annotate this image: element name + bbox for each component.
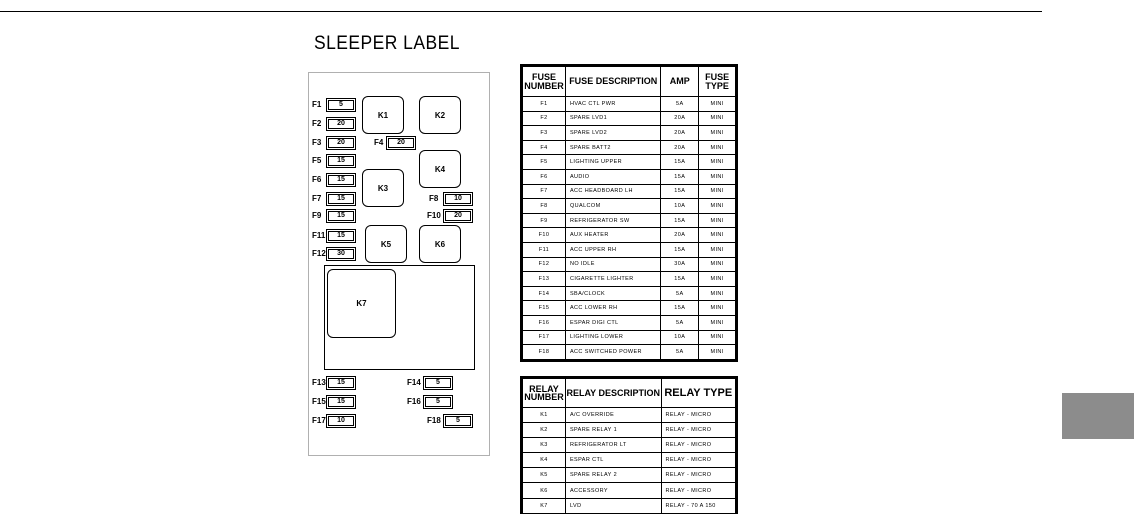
fuse-number-cell: F16 [523,315,566,330]
fuse-number-cell: F1 [523,97,566,112]
relay-type-cell: RELAY - MICRO [661,438,736,453]
fuse-amp-cell: 5A [661,286,699,301]
fuse-label: F3 [312,138,322,147]
fuse-rating: 30 [328,249,354,259]
fuse-type-cell: MINI [699,155,736,170]
fuse-table-row [523,272,736,287]
fuse-amp-cell: 20A [661,228,699,243]
fuse-description-cell: ACC UPPER RH [565,242,660,257]
fuse-box-diagram [308,72,490,456]
fuse-label: F12 [312,249,326,258]
fuse-description-cell: ACC SWITCHED POWER [565,345,660,360]
fuse-description-cell: SBA/CLOCK [565,286,660,301]
fuse-type-cell: MINI [699,301,736,316]
fuse-table-row [523,242,736,257]
fuse-type-cell: MINI [699,228,736,243]
fuse-type-cell: MINI [699,199,736,214]
fuse-table-row [523,345,736,360]
fuse-table-row [523,155,736,170]
fuse-type-cell: MINI [699,169,736,184]
fuse-rating: 5 [445,416,471,426]
fuse-type-cell: MINI [699,184,736,199]
fuse-table-row [523,330,736,345]
section-tab [1062,393,1134,439]
fuse-type-cell: MINI [699,330,736,345]
fuse-rating: 20 [445,211,471,221]
fuse-table-row [523,315,736,330]
fuse-amp-cell: 30A [661,257,699,272]
fuse-amp-cell: 20A [661,126,699,141]
relay-k7-housing [324,265,475,370]
fuse-type-cell: MINI [699,242,736,257]
fuse-rating: 15 [328,175,354,185]
relay-type-cell: RELAY - MICRO [661,483,736,498]
sleeper-label-title: SLEEPER LABEL [314,33,460,54]
fuse-description-cell: HVAC CTL PWR [565,97,660,112]
relay-k7: K7 [327,269,396,338]
header-fuse-description: FUSE DESCRIPTION [565,67,660,97]
fuse-number-cell: F11 [523,242,566,257]
fuse-rating: 20 [328,138,354,148]
fuse-table-row [523,286,736,301]
fuse-rating: 10 [328,416,354,426]
relay-description-cell: A/C OVERRIDE [565,408,661,423]
fuse-rating: 20 [328,119,354,129]
header-fuse-type: FUSE TYPE [699,67,736,97]
fuse-label: F9 [312,211,322,220]
relay-description-cell: REFRIGERATOR LT [565,438,661,453]
fuse-rating: 10 [445,194,471,204]
fuse-label: F2 [312,119,322,128]
fuse-table-row [523,257,736,272]
fuse-label: F17 [312,416,326,425]
relay-table-row [523,423,736,438]
fuse-description-cell: REFRIGERATOR SW [565,213,660,228]
fuse-description-cell: QUALCOM [565,199,660,214]
header-amp: AMP [661,67,699,97]
relay-table-row [523,408,736,423]
fuse-amp-cell: 20A [661,111,699,126]
relay-number-cell: K6 [523,483,566,498]
fuse-number-cell: F5 [523,155,566,170]
relay-table-row [523,483,736,498]
fuse-label: F1 [312,100,322,109]
relay-k1: K1 [362,96,404,134]
relay-number-cell: K3 [523,438,566,453]
fuse-label: F15 [312,397,326,406]
header-fuse-number: FUSE NUMBER [523,67,566,97]
relay-table [522,378,736,514]
fuse-amp-cell: 5A [661,345,699,360]
fuse-amp-cell: 20A [661,140,699,155]
fuse-amp-cell: 15A [661,184,699,199]
relay-table-row [523,453,736,468]
fuse-amp-cell: 15A [661,155,699,170]
fuse-type-cell: MINI [699,126,736,141]
relay-k4: K4 [419,150,461,188]
fuse-table-row [523,228,736,243]
fuse-amp-cell: 5A [661,97,699,112]
fuse-amp-cell: 15A [661,272,699,287]
fuse-rating: 20 [388,138,414,148]
fuse-rating: 15 [328,231,354,241]
fuse-number-cell: F6 [523,169,566,184]
fuse-table-row [523,169,736,184]
fuse-description-cell: CIGARETTE LIGHTER [565,272,660,287]
fuse-number-cell: F7 [523,184,566,199]
fuse-type-cell: MINI [699,257,736,272]
fuse-type-cell: MINI [699,286,736,301]
fuse-number-cell: F4 [523,140,566,155]
fuse-number-cell: F17 [523,330,566,345]
fuse-description-cell: ACC LOWER RH [565,301,660,316]
fuse-description-cell: AUDIO [565,169,660,184]
fuse-table-row [523,213,736,228]
fuse-rating: 15 [328,397,354,407]
header-relay-description: RELAY DESCRIPTION [565,379,661,408]
fuse-type-cell: MINI [699,345,736,360]
fuse-label: F16 [407,397,421,406]
fuse-number-cell: F18 [523,345,566,360]
fuse-table-row [523,111,736,126]
fuse-table-row [523,301,736,316]
fuse-rating: 5 [425,378,451,388]
fuse-label: F13 [312,378,326,387]
fuse-type-cell: MINI [699,315,736,330]
fuse-type-cell: MINI [699,97,736,112]
relay-type-cell: RELAY - MICRO [661,423,736,438]
header-relay-number: RELAY NUMBER [523,379,566,408]
fuse-table-row [523,97,736,112]
fuse-amp-cell: 5A [661,315,699,330]
relay-table-row [523,498,736,513]
fuse-type-cell: MINI [699,140,736,155]
fuse-rating: 15 [328,194,354,204]
fuse-type-cell: MINI [699,213,736,228]
relay-description-cell: SPARE RELAY 2 [565,468,661,483]
fuse-label: F4 [374,138,384,147]
fuse-rating: 5 [425,397,451,407]
fuse-rating: 5 [328,100,354,110]
fuse-label: F6 [312,175,322,184]
relay-type-cell: RELAY - 70 A 150 [661,498,736,513]
fuse-description-cell: AUX HEATER [565,228,660,243]
fuse-number-cell: F12 [523,257,566,272]
relay-k5: K5 [365,225,407,263]
fuse-rating: 15 [328,378,354,388]
fuse-label: F7 [312,194,322,203]
fuse-description-cell: SPARE LVD2 [565,126,660,141]
relay-k2: K2 [419,96,461,134]
fuse-table-row [523,184,736,199]
fuse-label: F8 [429,194,439,203]
relay-type-cell: RELAY - MICRO [661,468,736,483]
top-rule [0,11,1042,12]
fuse-description-cell: SPARE LVD1 [565,111,660,126]
fuse-description-cell: SPARE BATT2 [565,140,660,155]
fuse-label: F18 [427,416,441,425]
fuse-table-row [523,126,736,141]
fuse-description-cell: NO IDLE [565,257,660,272]
fuse-amp-cell: 15A [661,169,699,184]
fuse-type-cell: MINI [699,272,736,287]
fuse-number-cell: F2 [523,111,566,126]
relay-table-row [523,438,736,453]
fuse-type-cell: MINI [699,111,736,126]
fuse-number-cell: F9 [523,213,566,228]
fuse-number-cell: F8 [523,199,566,214]
fuse-label: F5 [312,156,322,165]
fuse-number-cell: F3 [523,126,566,141]
fuse-amp-cell: 10A [661,330,699,345]
fuse-table [522,66,736,360]
fuse-label: F11 [312,231,326,240]
relay-description-cell: ACCESSORY [565,483,661,498]
fuse-label: F14 [407,378,421,387]
fuse-rating: 15 [328,211,354,221]
relay-number-cell: K2 [523,423,566,438]
fuse-number-cell: F13 [523,272,566,287]
relay-k3: K3 [362,169,404,207]
relay-number-cell: K5 [523,468,566,483]
fuse-number-cell: F10 [523,228,566,243]
fuse-amp-cell: 15A [661,301,699,316]
fuse-number-cell: F14 [523,286,566,301]
fuse-description-cell: LIGHTING LOWER [565,330,660,345]
fuse-amp-cell: 15A [661,213,699,228]
relay-number-cell: K4 [523,453,566,468]
fuse-number-cell: F15 [523,301,566,316]
relay-table-row [523,468,736,483]
fuse-description-cell: ESPAR DIGI CTL [565,315,660,330]
fuse-description-cell: LIGHTING UPPER [565,155,660,170]
fuse-table-row [523,140,736,155]
relay-description-cell: SPARE RELAY 1 [565,423,661,438]
fuse-description-cell: ACC HEADBOARD LH [565,184,660,199]
fuse-rating: 15 [328,156,354,166]
fuse-amp-cell: 15A [661,242,699,257]
fuse-table-row [523,199,736,214]
fuse-label: F10 [427,211,441,220]
relay-k6: K6 [419,225,461,263]
relay-description-cell: LVD [565,498,661,513]
relay-type-cell: RELAY - MICRO [661,408,736,423]
relay-type-cell: RELAY - MICRO [661,453,736,468]
relay-number-cell: K7 [523,498,566,513]
fuse-amp-cell: 10A [661,199,699,214]
relay-description-cell: ESPAR CTL [565,453,661,468]
header-relay-type: RELAY TYPE [661,379,736,408]
relay-number-cell: K1 [523,408,566,423]
